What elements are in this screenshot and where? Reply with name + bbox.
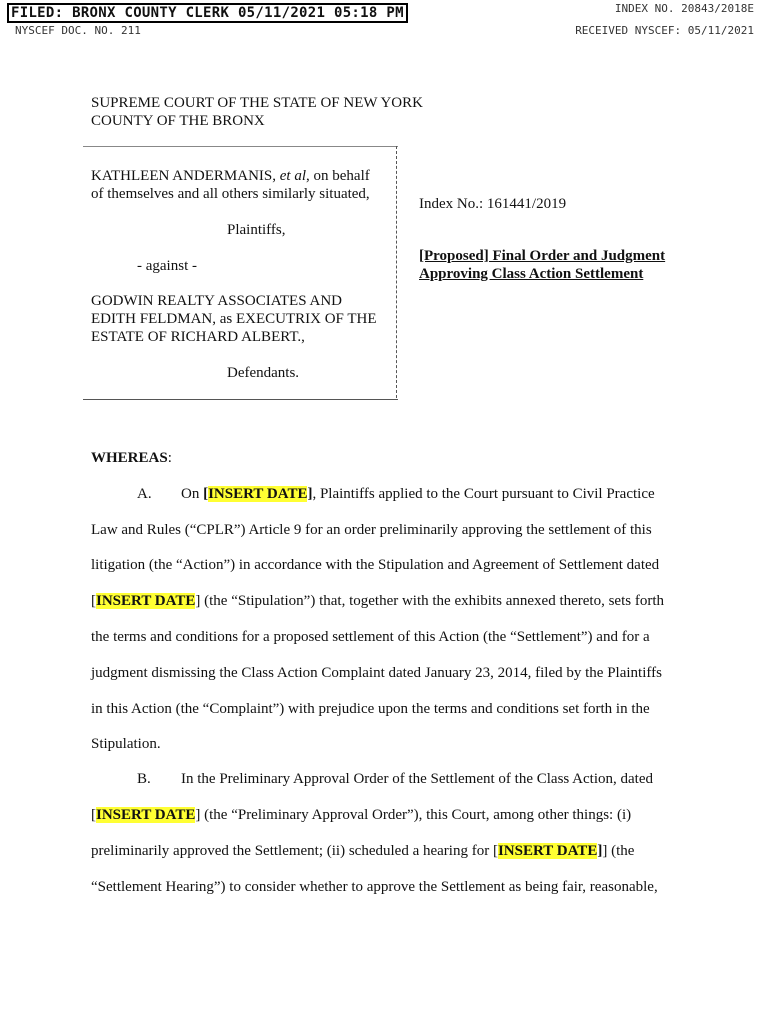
defendant-line-1: GODWIN REALTY ASSOCIATES AND [91,293,342,309]
para-b-line-1: In the Preliminary Approval Order of the Settlement of the Class Action, dated [181,771,653,787]
plaintiff-name: KATHLEEN ANDERMANIS, [91,168,276,184]
para-a-line-4: [INSERT DATE] (the “Stipulation”) that, together with the exhibits annexed thereto, sets forth [91,593,664,609]
para-a-line-5: the terms and conditions for a proposed settlement of this Action (the “Settlement”) and for a [91,629,650,645]
para-b-line-4: “Settlement Hearing”) to consider whether to approve the Settlement as being fair, reasonable, [91,879,658,895]
para-b-line-3: preliminarily approved the Settlement; (ii) scheduled a hearing for [INSERT DATE]] (the [91,843,635,859]
plaintiff-line-1 [91,166,370,186]
document-title-line-1: [Proposed] Final Order and Judgment [419,248,666,264]
court-county: COUNTY OF THE BRONX [91,113,265,129]
court-name: SUPREME COURT OF THE STATE OF NEW YORK [91,95,423,111]
nyscef-doc-number: NYSCEF DOC. NO. 211 [15,24,141,37]
whereas-heading: WHEREAS: [91,450,172,466]
defendant-line-3: ESTATE OF RICHARD ALBERT., [91,329,305,345]
header-index-number: INDEX NO. 20843/2018E [614,2,754,15]
para-a-line-7: in this Action (the “Complaint”) with prejudice upon the terms and conditions set forth in the [91,701,650,717]
para-b-marker: B. [137,771,151,787]
para-a-line-6: judgment dismissing the Class Action Complaint dated January 23, 2014, filed by the Plaintiffs [91,665,662,681]
plaintiff-line-2: of themselves and all others similarly situated, [91,186,370,202]
para-a-line-8: Stipulation. [91,736,161,752]
defendant-line-2: EDITH FELDMAN, as EXECUTRIX OF THE [91,311,377,327]
index-number: Index No.: 161441/2019 [419,196,567,212]
plaintiff-rest: , on behalf [306,168,370,184]
document-title-line-2: Approving Class Action Settlement [419,266,644,282]
plaintiffs-label: Plaintiffs, [227,222,286,238]
received-date: RECEIVED NYSCEF: 05/11/2021 [575,24,754,37]
whereas-label: WHEREAS [91,450,168,466]
insert-date-placeholder: INSERT DATE [96,593,196,609]
caption-divider [396,146,397,398]
defendants-label: Defendants. [227,365,300,381]
against-label: - against - [137,258,197,274]
para-a-line-2: Law and Rules (“CPLR”) Article 9 for an order preliminarily approving the settlement of this [91,522,652,538]
para-b-line-2: [INSERT DATE] (the “Preliminary Approval Order”), this Court, among other things: (i) [91,807,632,823]
para-a-line-3: litigation (the “Action”) in accordance with the Stipulation and Agreement of Settlement dated [91,557,660,573]
para-a-marker: A. [137,486,152,502]
insert-date-placeholder: INSERT DATE [96,807,196,823]
para-a-line-1: On [INSERT DATE], Plaintiffs applied to the Court pursuant to Civil Practice [181,486,655,502]
insert-date-placeholder: INSERT DATE [497,843,598,859]
plaintiff-etal: et al [279,168,306,184]
insert-date-placeholder: INSERT DATE [208,486,308,502]
filed-stamp: FILED: BRONX COUNTY CLERK 05/11/2021 05:18 PM [7,3,408,23]
